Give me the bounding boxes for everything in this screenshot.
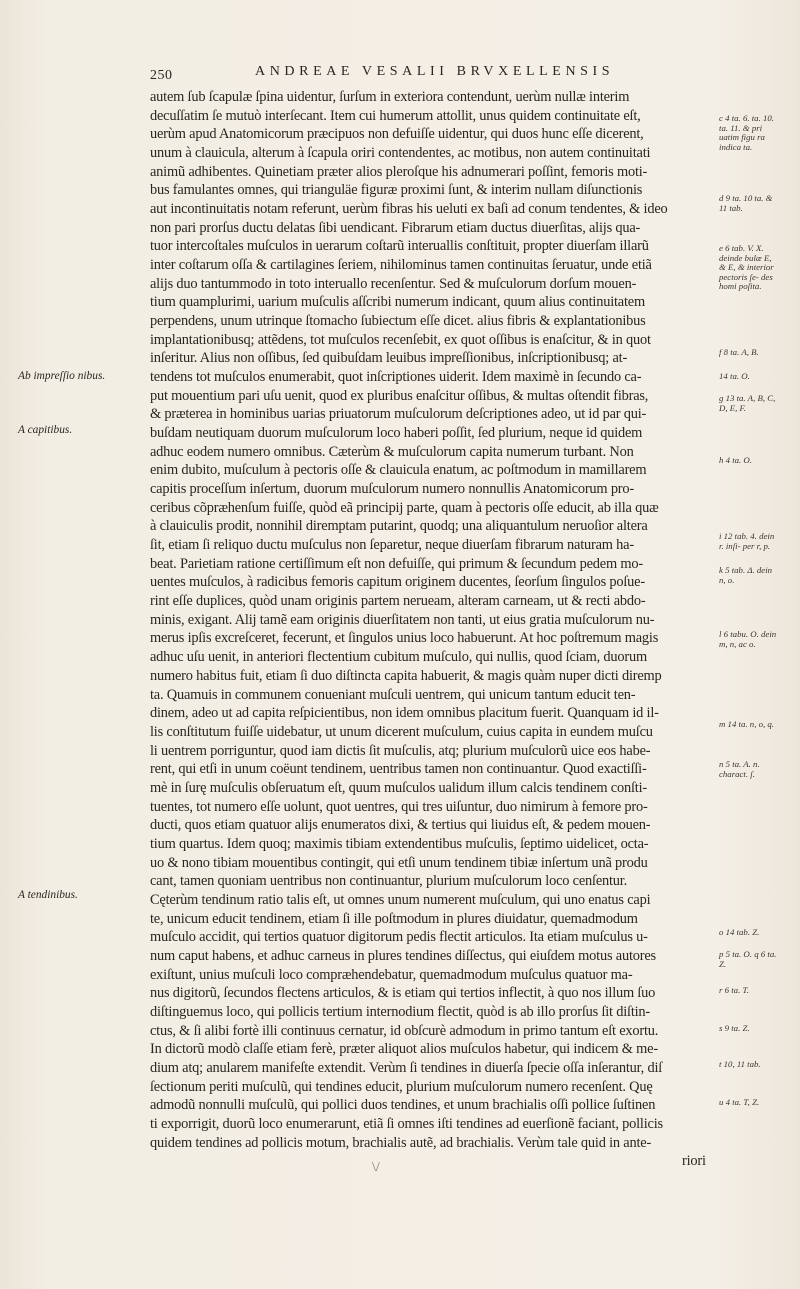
text-line: animũ adhibentes. Quinetiam præter alios pleroſque his adnumerari poſſint, femoris moti-: [150, 163, 648, 180]
marginal-note: s 9 ta. Z.: [719, 1023, 750, 1033]
text-line: minis, exigant. Alij tamẽ eam originis diuerſitatem non tanti, ut eius gratia muſculorum nu-: [150, 611, 655, 628]
text-line: unum à clauicula, alterum à ſcapula oriri contendentes, ac motibus, non autem continuitati: [150, 145, 651, 162]
marginal-note: o 14 tab. Z.: [719, 927, 760, 937]
text-line: muſculo accidit, qui tertios quatuor digitorum pedis flectit articulos. Ita etiam muſculus u-: [150, 929, 648, 946]
text-line: bus famulantes omnes, qui trianguläe figuræ proximi ſunt, & interim nullam diſunctionis: [150, 182, 643, 199]
marginal-note: k 5 tab. Δ. dein n, o.: [719, 565, 773, 585]
text-line: ducti, quos etiam quatuor alijs enumeratos dixi, & tertius qui liuidus eſt, & pedem mouen-: [150, 817, 651, 834]
text-line: numero habitus fuit, etiam ſi duo diſtincta capita habuerit, & magis quàm nuper dicti diremp: [150, 667, 662, 684]
margin-heading: A tendinibus.: [18, 889, 78, 901]
marginal-note: d 9 ta. 10 ta. & 11 tab.: [719, 193, 773, 213]
text-line: autem ſub ſcapulæ ſpina uidentur, ſurſum in exteriora contendunt, uerùm nullæ interim: [150, 89, 630, 105]
text-line: exiſtunt, unius muſculi loco compræhendebatur, quemadmodum muſculus quatuor ma-: [150, 966, 633, 983]
text-line: ſectionum periti muſculũ, qui tendines educit, plurium muſculorum numero recenſent. Quę: [150, 1078, 653, 1095]
marginal-note: g 13 ta. A, B, C, D, E, F.: [719, 393, 776, 413]
text-line: nus digitorũ, ſecundos flectens articulos, & is etiam qui tertios inflectit, à quo nos illum ſuo: [150, 985, 656, 1002]
text-line: decuſſatim ſe mutuò interſecant. Item cui humerum attollit, unus quidem continuitate eſt,: [150, 107, 641, 124]
text-line: tendens tot muſculos enumerabit, quot inſcriptiones uiderit. Idem maximè in ſecundo ca-: [150, 369, 642, 386]
text-line: admodũ nonnulli muſculũ, qui pollici duos tendines, et unum brachialis oſſi pollice ſuſtinen: [150, 1097, 656, 1114]
text-line: In dictorũ modò claſſe etiam ferè, præter aliquot alios muſculos habetur, qui indicem & me-: [150, 1041, 658, 1058]
text-line: alijs duo tantummodo in toto interuallo recenſentur. Sed & muſculorum dorſum mouen-: [150, 275, 637, 292]
text-line: inter coſtarum oſſa & cartilagines ſeriem, nihilominus tamen continuitas ſeruatur, unde etiã: [150, 257, 652, 274]
text-line: riori: [682, 1153, 706, 1170]
text-line: tuentes, tot numero eſſe uolunt, quot uentres, qui tres uiſuntur, duo nimirum à femore pro-: [150, 798, 648, 815]
marginal-note: r 6 ta. T.: [719, 985, 749, 995]
marginal-note: t 10, 11 tab.: [719, 1059, 761, 1069]
margin-heading: Ab impreſſio nibus.: [18, 370, 106, 382]
marginal-note: n 5 ta. A. n. charact. ſ.: [719, 759, 760, 779]
text-line: dium atq; anularem manifeſte extendit. Verùm ſi tendines in diuerſa ſpecie oſſa inſerantur, diſ: [150, 1059, 663, 1076]
page-header: [150, 62, 670, 86]
marginal-note: 14 ta. O.: [719, 371, 750, 381]
marginal-note: e 6 tab. V. X. deinde bulæ E, & E, & interior pectoris ſe- des homi poſita.: [719, 243, 774, 292]
text-line: uentes muſculos, à radicibus femoris capitum originem ducentes, ſeorſum ſingulos poſue-: [150, 574, 645, 591]
text-line: ti exporrigit, duorũ loco enumerarunt, etiã ſi omnes iſti tendines ad euerſionẽ faciant, pollicis: [150, 1115, 663, 1132]
main-text-block: [150, 88, 706, 1171]
text-line: implantationibusq; attẽdens, tot muſculos recenſebit, ex quot oſſibus is enaſcitur, & in quot: [150, 331, 651, 348]
marginal-note: c 4 ta. 6. ta. 10. ta. 11. & pri uatim figu ra indica ta.: [719, 113, 774, 152]
text-line: non pari prorſus ductu delatas ſibi uendicant. Fibrarum etiam ductus diuerſitas, alijs qua-: [150, 219, 641, 236]
text-line: capitis proceſſum inſertum, duorum muſculorum numero nonnullis Anatomicorum pro-: [150, 481, 634, 498]
marginal-note: m 14 ta. n, o, q.: [719, 719, 774, 729]
text-line: put mouentium pari uſu uenit, quod ex pluribus enaſcitur oſſibus, & multas oſtendit fibras,: [150, 387, 649, 404]
text-line: Cęterùm tendinum ratio talis eſt, ut omnes unum numerent muſculum, qui uno enatus capi: [150, 891, 651, 908]
text-line: ctus, & ſi alibi fortè illi continuus cernatur, id obſcurè admodum in primo tantum eſt exortu.: [150, 1022, 659, 1039]
text-line: enim dubito, muſculum à pectoris oſſe & clauicula enatum, ac poſtmodum in mamillarem: [150, 462, 647, 479]
running-title: ANDREAE VESALII BRVXELLENSIS: [255, 64, 615, 79]
text-line: rint eſſe duplices, quòd unam originis partem nerueam, alteram carneam, ut & recti abdo-: [150, 593, 646, 610]
text-line: quidem tendines ad pollicis motum, brachialis autẽ, ad brachialis. Verùm tale quid in ante-: [150, 1134, 652, 1151]
text-line: lis conſtitutum fuiſſe uidebatur, ut unum dicerent muſculum, cuius capita in eundem muſcu: [150, 723, 653, 740]
text-line: ceribus cõpræhenſum fuiſſe, quòd eã principij parte, quam à pectoris oſſe educit, ab illa quæ: [150, 499, 659, 516]
text-line: inſeritur. Alius non oſſibus, ſed quibuſdam leuibus impreſſionibus, inſcriptionibusq; at-: [150, 350, 628, 367]
text-line: beat. Parietiam ratione certiſſimum eſt non defuiſſe, qui primum & ſecundum pedem mo-: [150, 555, 643, 572]
text-line: aut incontinuitatis notam referunt, uerùm fibras his ueluti ex baſi ad conum tendentes, & ideo: [150, 201, 668, 218]
text-line: num caput habens, et adhuc carneus in plures tendines diſſectus, qui eiuſdem motus autores: [150, 947, 656, 964]
text-line: ta. Quamuis in communem conueniant muſculi uentrem, qui unicum tantum educit ten-: [150, 686, 636, 703]
text-line: tium quartus. Idem quoq; maximis tibiam extendentibus muſculis, ſeptimo uidelicet, octa-: [150, 835, 649, 852]
marginal-note: i 12 tab. 4. dein r. inſi- per r, p.: [719, 531, 775, 551]
text-line: buſdam neutiquam duorum muſculorum loco haberi poſſit, ſed plurium, neque id quidem: [150, 425, 643, 442]
text-line: merus ipſis excreſceret, fecerunt, et ſingulos unius loco habuerunt. At hoc poſtremum magis: [150, 630, 659, 647]
marginal-note: l 6 tabu. O. dein m, n, ac o.: [719, 629, 777, 649]
marginal-note: u 4 ta. T, Z.: [719, 1097, 760, 1107]
text-line: adhuc eodem numero omnibus. Cæterùm & muſculorum capita numerum turbant. Non: [150, 443, 634, 460]
text-line: à clauiculis prodit, nonnihil diremptam putarint, quodq; una aliquantulum neruoſior altera: [150, 518, 648, 535]
text-line: adhuc uſu uenit, in anteriori flectentium cubitum muſculo, qui nullis, quod ſciam, duorum: [150, 649, 647, 666]
marginal-note: h 4 ta. O.: [719, 455, 752, 465]
text-line: perpendens, unum utrinque ſtomacho ſubiectum eſſe dicet. alius fibris & explantationibus: [150, 313, 646, 330]
text-line: rent, qui etſi in unum coëunt tendinem, uentribus tamen non continuantur. Quod exactiſſi-: [150, 761, 647, 778]
margin-heading: A capitibus.: [18, 424, 73, 436]
text-line: li uentrem porriguntur, quod iam dictis ſit muſculis, atq; plurium muſculorũ uice eos habe-: [150, 742, 651, 759]
folio-number: 250: [150, 68, 173, 83]
text-line: te, unicum educit tendinem, etiam ſi ille poſtmodum in plures diuidatur, quemadmodum: [150, 910, 638, 927]
text-line: dinem, adeo ut ad capita reſpicientibus, non idem omnibus placitum fuerit. Quanquam id il-: [150, 705, 659, 722]
text-line: ſit, etiam ſi reliquo ductu muſculus non ſeparetur, neque diuerſam fibrarum naturam ha-: [150, 537, 634, 554]
marginal-note: p 5 ta. O. q 6 ta. Z.: [719, 949, 777, 969]
text-line: tium quamplurimi, uarium muſculis aſſcribi numerum indicant, quum alius continuitatem: [150, 294, 645, 311]
text-line: diſtinguemus loco, qui pollicis tertium internodium flectit, quòd is ab illo prorſus ſit diſtin-: [150, 1003, 651, 1020]
text-line: mè in ſurę muſculis obſeruatum eſt, quum muſculos ualidum illum calcis tendinem conſti-: [150, 779, 647, 796]
ink-mark-icon: \/: [372, 1160, 380, 1175]
text-line: cant, tamen quoniam uentribus non continuantur, plurium muſculorum loco cenſentur.: [150, 873, 627, 890]
text-line: uo & nono tibiam mouentibus contingit, qui etſi unum tendinem tibiæ inſertum unã produ: [150, 854, 648, 871]
marginal-note: f 8 ta. A, B.: [719, 347, 759, 357]
text-line: tuor intercoſtales muſculos in uerarum coſtarũ interuallis conſtituit, propter diuerſam illarũ: [150, 238, 649, 255]
text-line: uerùm apud Anatomicorum præcipuos non defuiſſe uidentur, qui duos hunc eſſe dicerent,: [150, 126, 644, 143]
text-line: & præterea in hominibus uarias priuatorum muſculorum deſcriptiones adeo, ut id par qui-: [150, 406, 647, 423]
